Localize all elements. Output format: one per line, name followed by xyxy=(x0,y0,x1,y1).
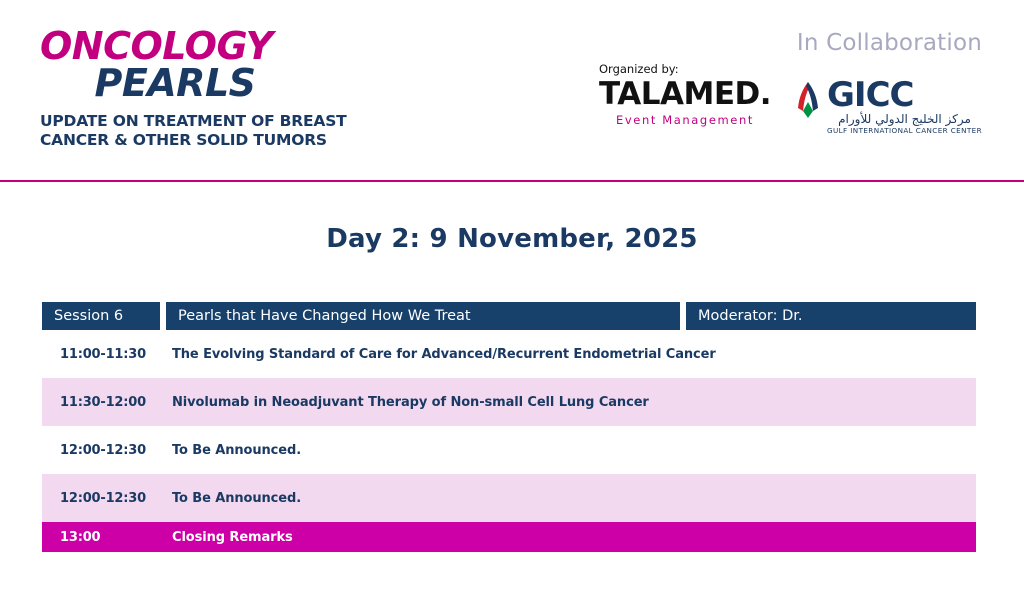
row-time: 12:00-12:30 xyxy=(60,490,146,506)
header-session: Session 6 xyxy=(42,302,160,330)
page-header xyxy=(0,0,1024,182)
table-row xyxy=(42,474,976,522)
table-row xyxy=(42,378,976,426)
partner-logos xyxy=(599,62,982,134)
agenda-table xyxy=(42,302,976,552)
page-title: Day 2: 9 November, 2025 xyxy=(326,224,698,254)
header-moderator: Moderator: Dr. xyxy=(686,302,976,330)
table-row xyxy=(42,330,976,378)
row-time: 11:00-11:30 xyxy=(60,346,146,362)
row-topic: To Be Announced. xyxy=(172,490,302,506)
gicc-english-name: GULF INTERNATIONAL CANCER CENTER xyxy=(827,126,982,135)
talamed-tagline: Event Management xyxy=(616,112,754,127)
event-subtitle-line1: UPDATE ON TREATMENT OF BREAST xyxy=(40,112,347,131)
row-topic: Nivolumab in Neoadjuvant Therapy of Non-small Cell Lung Cancer xyxy=(172,394,649,410)
organized-by-label: Organized by: xyxy=(599,62,679,76)
gicc-logo xyxy=(793,62,982,134)
table-header-row xyxy=(42,302,976,330)
event-subtitle-line2: CANCER & OTHER SOLID TUMORS xyxy=(40,131,327,150)
row-time: 11:30-12:00 xyxy=(60,394,146,410)
event-subtitle xyxy=(40,112,460,151)
logo-line-pearls: PEARLS xyxy=(94,61,256,106)
row-topic: Closing Remarks xyxy=(172,529,293,545)
gicc-name: GICC xyxy=(827,75,914,115)
awareness-ribbon-icon xyxy=(793,78,823,125)
row-time: 12:00-12:30 xyxy=(60,442,146,458)
row-topic: The Evolving Standard of Care for Advanced/Recurrent Endometrial Cancer xyxy=(172,346,716,362)
row-time: 13:00 xyxy=(60,529,101,545)
row-topic: To Be Announced. xyxy=(172,442,302,458)
gicc-arabic-name: مركز الخليج الدولي للأورام xyxy=(838,112,971,126)
event-logo xyxy=(40,24,460,151)
table-row xyxy=(42,426,976,474)
talamed-name: TALAMED. xyxy=(599,76,772,112)
collaboration-label: In Collaboration xyxy=(796,30,982,56)
talamed-logo xyxy=(599,62,771,127)
header-topic: Pearls that Have Changed How We Treat xyxy=(166,302,680,330)
table-row-closing xyxy=(42,522,976,552)
logo-line-oncology: ONCOLOGY xyxy=(40,24,273,68)
gicc-text-block xyxy=(827,75,982,135)
